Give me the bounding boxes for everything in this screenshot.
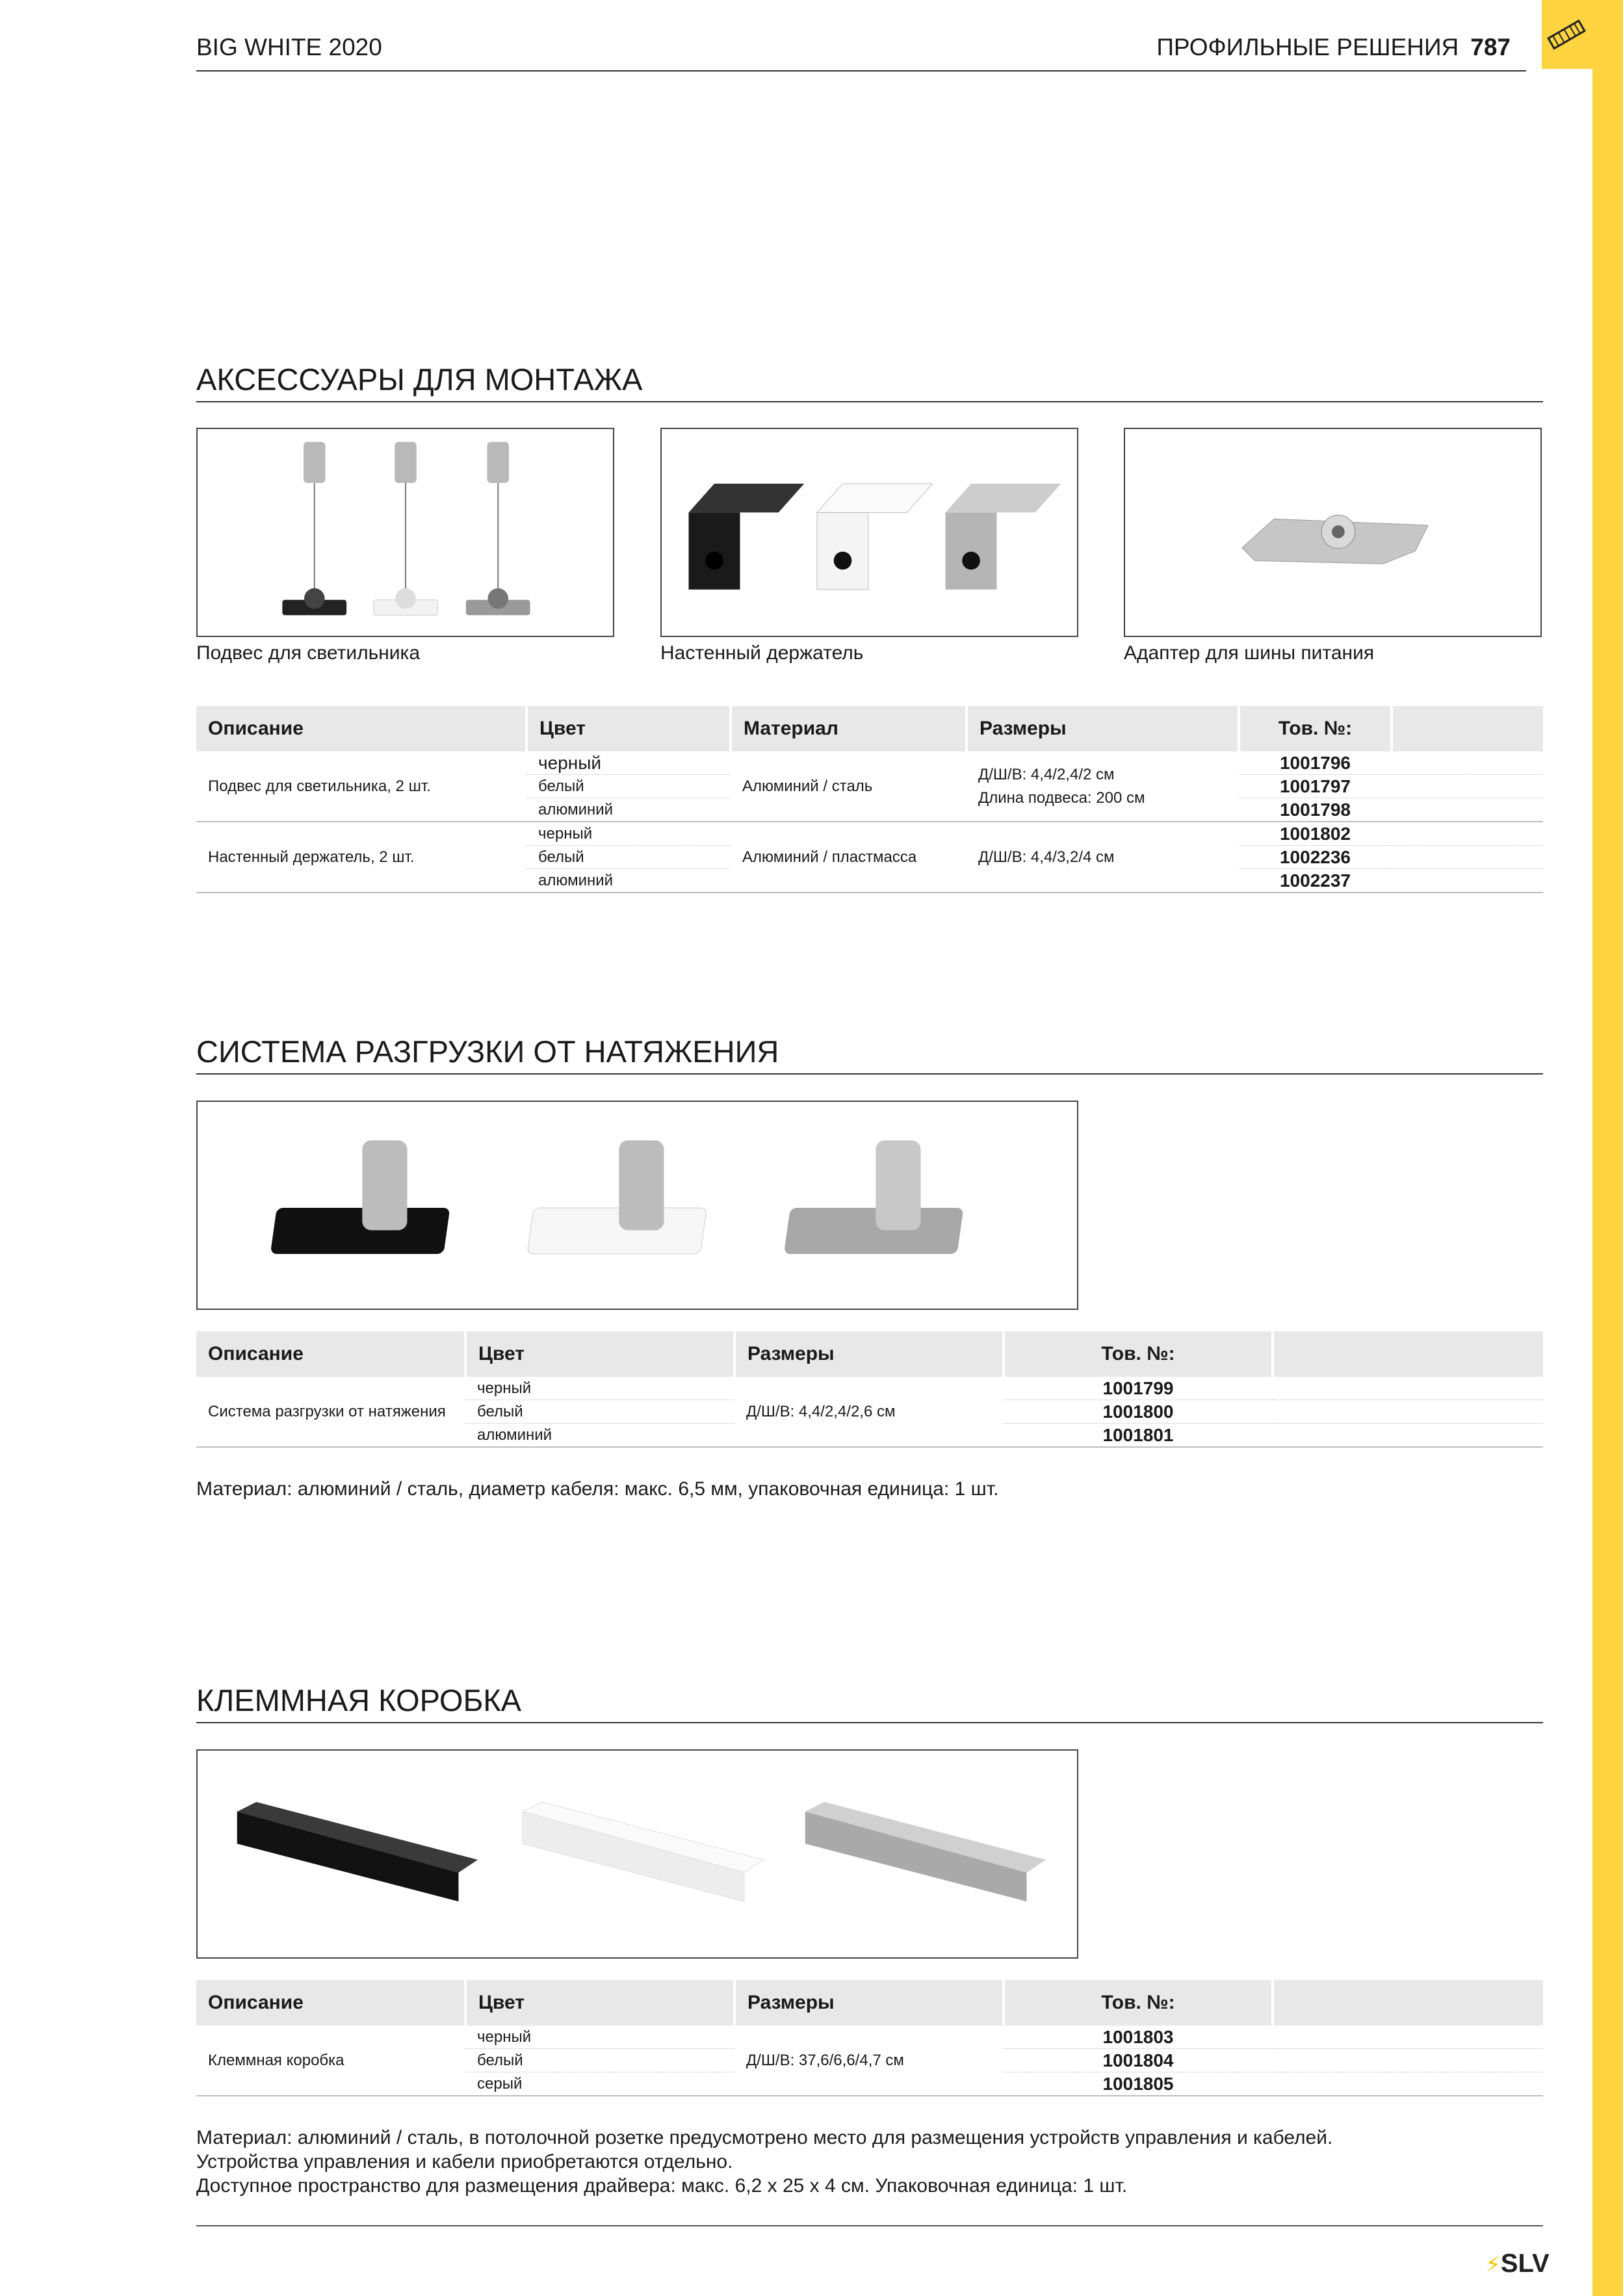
row-color: серый [465,2072,734,2096]
table-row [196,822,1543,846]
col-color: Цвет [465,1331,734,1377]
article-number: 1001796 [1239,751,1392,775]
brand-logo [1485,2249,1550,2278]
article-number: 1001799 [1004,1377,1273,1400]
spark-icon: ⚡ [1485,2252,1501,2277]
col-description: Описание [196,1980,465,2026]
image-track-adapter [1124,428,1542,637]
size-dimensions: Д/Ш/В: 4,4/2,4/2 см [978,765,1115,783]
catalog-title: BIG WHITE 2020 [196,34,382,60]
mounting-table [196,706,1543,893]
col-article: Тов. №: [1004,1331,1273,1377]
col-description: Описание [196,706,526,751]
section-title-strain-relief: СИСТЕМА РАЗГРУЗКИ ОТ НАТЯЖЕНИЯ [196,1034,1543,1075]
row-size: Д/Ш/В: 4,4/2,4/2,6 см [734,1377,1004,1447]
caption-wall-bracket: Настенный держатель [660,642,864,664]
row-size: Д/Ш/В: 4,4/3,2/4 см [967,822,1239,893]
row-size: Д/Ш/В: 37,6/6,6/4,7 см [734,2026,1004,2096]
row-color: черный [465,2026,734,2049]
profile-icon [1542,0,1592,69]
page-number: 787 [1470,34,1511,60]
page-header [196,31,1526,72]
row-color: белый [526,775,731,798]
image-suspension [196,428,614,637]
size-length: Длина подвеса: 200 см [978,789,1145,807]
caption-suspension: Подвес для светильника [196,642,421,664]
row-description: Клеммная коробка [196,2026,465,2096]
col-color: Цвет [465,1980,734,2026]
article-number: 1001798 [1239,798,1392,822]
article-number: 1001797 [1239,775,1392,798]
terminal-box-notes [196,2126,1332,2198]
col-article: Тов. №: [1004,1980,1273,2026]
article-number: 1001804 [1004,2049,1273,2072]
terminal-box-table [196,1980,1543,2096]
section-title-mounting: АКСЕССУАРЫ ДЛЯ МОНТАЖА [196,361,1543,402]
image-strain-relief [196,1101,1078,1310]
row-color: белый [465,1400,734,1424]
table-row [196,2026,1543,2049]
table-row [196,751,1543,775]
caption-track-adapter: Адаптер для шины питания [1124,642,1375,664]
note-line: Устройства управления и кабели приобретаются отдельно. [196,2151,733,2172]
row-description: Настенный держатель, 2 шт. [196,822,526,893]
row-color: белый [465,2049,734,2072]
row-material: Алюминий / сталь [731,751,967,822]
row-size [967,751,1239,822]
strain-relief-note: Материал: алюминий / сталь, диаметр кабеля: макс. 6,5 мм, упаковочная единица: 1 шт. [196,1478,999,1500]
row-material: Алюминий / пластмасса [731,822,967,893]
col-material: Материал [731,706,967,751]
col-size: Размеры [734,1331,1004,1377]
section-title-terminal-box: КЛЕММНАЯ КОРОБКА [196,1682,1543,1723]
row-color: черный [526,822,731,846]
row-color: черный [526,751,731,775]
row-color: белый [526,846,731,869]
col-empty [1392,706,1543,751]
row-color: алюминий [465,1424,734,1448]
strain-relief-table [196,1331,1543,1448]
section-title-text: ПРОФИЛЬНЫЕ РЕШЕНИЯ [1156,34,1459,60]
article-number: 1001801 [1004,1424,1273,1448]
section-tab [1542,0,1592,69]
row-description: Система разгрузки от натяжения [196,1377,465,1447]
row-color: алюминий [526,798,731,822]
col-description: Описание [196,1331,465,1377]
row-color: черный [465,1377,734,1400]
note-line: Материал: алюминий / сталь, в потолочной розетке предусмотрено место для размещения устройств управления и кабелей. [196,2127,1333,2148]
article-number: 1002236 [1239,846,1392,869]
article-number: 1001805 [1004,2072,1273,2096]
col-size: Размеры [734,1980,1004,2026]
accent-sidebar [1592,0,1623,2296]
note-line: Доступное пространство для размещения драйвера: макс. 6,2 x 25 x 4 см. Упаковочная единица: 1 шт. [196,2175,1128,2197]
col-empty [1273,1980,1543,2026]
table-row [196,1377,1543,1400]
image-wall-bracket [660,428,1078,637]
logo-text: SLV [1500,2249,1550,2278]
col-color: Цвет [526,706,731,751]
article-number: 1002237 [1239,869,1392,893]
section-name [1156,34,1511,61]
article-number: 1001803 [1004,2026,1273,2049]
table-header [196,706,1543,751]
image-terminal-box [196,1749,1078,1959]
col-article: Тов. №: [1239,706,1392,751]
article-number: 1001800 [1004,1400,1273,1424]
col-size: Размеры [967,706,1239,751]
article-number: 1001802 [1239,822,1392,846]
table-header [196,1980,1543,2026]
col-empty [1273,1331,1543,1377]
row-description: Подвес для светильника, 2 шт. [196,751,526,822]
footer-divider [196,2225,1543,2226]
table-header [196,1331,1543,1377]
row-color: алюминий [526,869,731,893]
